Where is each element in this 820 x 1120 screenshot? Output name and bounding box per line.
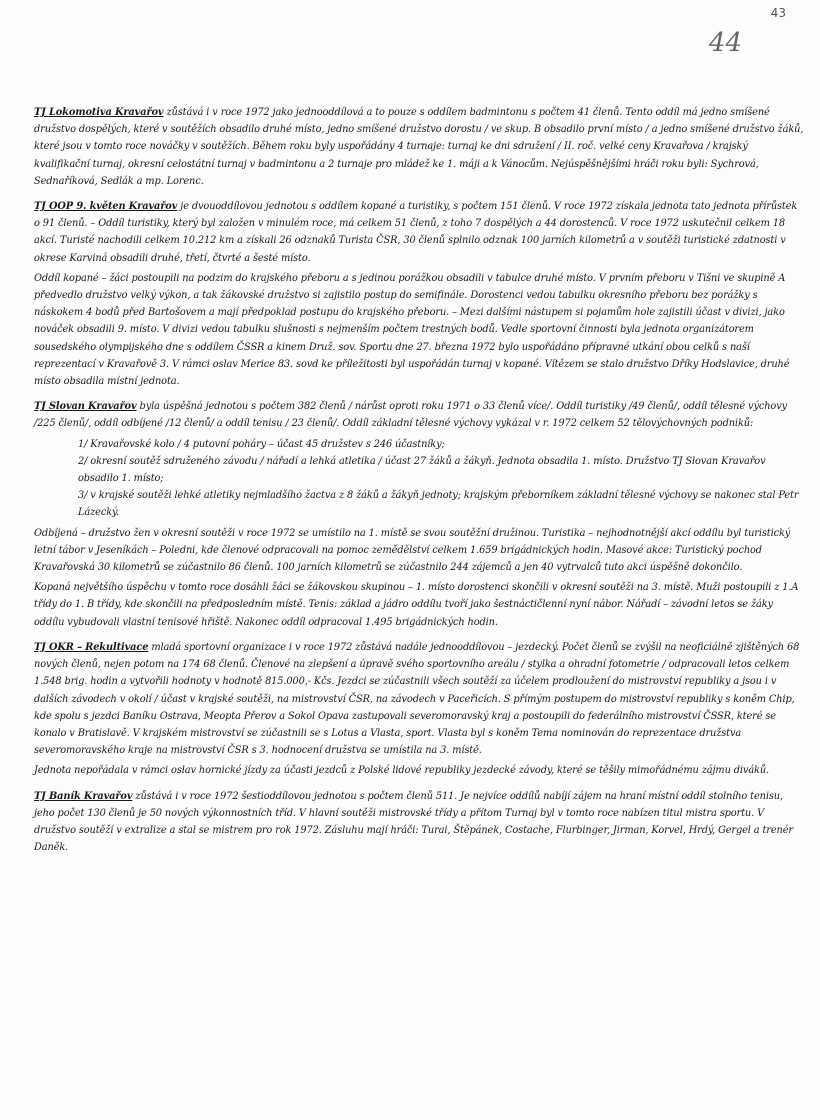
list-item: 1/ Kravařovské kolo / 4 putovní poháry – účast 45 družstev s 246 účastníky; (78, 438, 445, 450)
handwritten-page-mark: 44 (708, 28, 742, 58)
paragraph-odbijena (34, 525, 804, 577)
paragraph-kopana-tenis (34, 579, 804, 631)
section-text: Odbíjená – družstvo žen v okresní soutěži v roce 1972 se umístilo na 1. místě se svou soutěžní družinou. Turistika – nejhodnotnější akcí oddílu byl turistický letní tábor v Jeseníkách – Poledni, kde členové odpracovali na pomoc zemědělství celkem 1.659 brigádnických hodin. Masové akce: Turistický pochod Kravařovská 30 kilometrů se zúčastnilo 86 členů. 100 jarních kilometrů se zúčastnilo 244 zájemců a jen 40 vytrvalců tuto akci úspěšně dokončilo. (34, 527, 791, 574)
section-heading: TJ Lokomotiva Kravařov (34, 107, 164, 118)
section-text: Kopaná největšího úspěchu v tomto roce dosáhli žáci se žákovskou skupinou – 1. místo dorostenci skončili v okresní soutěži na 3. místě. Muži postoupili z 1.A třídy do 1. B třídy, kde skončili na předposledním místě. Tenis: základ a jádro oddílu tvoří jako šestnáctičlenní nyní nábor. Nářadí – závodní letos se žáky oddílu vybudovali vlastní tenisové hřiště. Nakonec oddíl odpracoval 1.495 brigádnických hodin. (34, 582, 799, 628)
page-number: 43 (770, 6, 786, 20)
section-text: zůstává i v roce 1972 jako jednooddílová a to pouze s oddílem badmintonu s počtem 41 členů. Tento oddíl má jedno smíšené družstvo dospělých, které v soutěžích obsadilo druhé místo, jedno smíšené družstvo dorostu / ve skup. B obsadilo první místo / a jedno smíšené družstvo žáků, které jsou v tomto roce nováčky v soutěžích. Během roku byly uspořádány 4 turnaje: turnaj ke dni sdružení / II. roč. velké ceny Kravařova / krajský kvalifikační turnaj, okresní celostátní turnaj v badmintonu a 2 turnaje pro mládež ke 1. máji a k Vánocům. Nejúspěšnějšími hráči roku byli: Sychrová, Sednaříková, Sedlák a mp. Lorenc. (34, 107, 804, 187)
paragraph-okr (34, 639, 804, 759)
document-body (34, 104, 804, 859)
paragraph-slovan (34, 398, 804, 432)
paragraph-lokomotiva (34, 104, 804, 190)
section-text: byla úspěšná jednotou s počtem 382 členů / nárůst oproti roku 1971 o 33 členů více/. Oddíl turistiky /49 členů/, oddíl tělesné výchovy /225 členů/, oddíl odbíjené /12 členů/ a oddíl tenisu / 23 členů/. Oddíl základní tělesné výchovy vykázal v r. 1972 celkem 52 tělovýchovných podniků: (34, 401, 788, 430)
events-list (78, 436, 804, 522)
section-text: mladá sportovní organizace i v roce 1972 zůstává nadále jednooddílovou – jezdecký. Počet členů se zvýšil na neoficiálně zjištěných 68 nových členů, nejen potom na 174 68 členů. Členové na zlepšení a úpravě svého sportovního areálu / stylka a ohradní fotometrie / odpracovali letos celkem 1.548 brig. hodin a vytvořili hodnoty v hodnotě 815.000,- Kčs. Jezdci se zúčastnili všech soutěží za účelem prodloužení do mistrovství republiky a jsou i v dalších závodech v okolí / účast v krajské soutěži, na mistrovství ČSR, na závodech v Paceřicích. S přímým postupem do mistrovství republiky s koněm Chip, kde spolu s jezdci Baníku Ostrava, Meopta Přerov a Sokol Opava zastupovali severomoravský kraj a postoupili do federálního mistrovství ČSSR, které se konalo v Bratislavě. V krajském mistrovství se zúčastnili se s Lotus a Vlasta, sport. Vlasta byl s koněm Tema nominován do reprezentace družstva severomoravského kraje na mistrovství ČSR s 3. hodnocení družstva se umístila na 3. místě. (34, 641, 800, 757)
section-text: zůstává i v roce 1972 šestioddílovou jednotou s počtem členů 511. Je nejvíce oddílů nabíjí zájem na hraní místní oddíl stolního tenisu, jeho počet 130 členů je 50 nových výkonnostních tříd. V hlavní soutěži mistrovské třídy a přítom Turnaj byl v tomto roce nabízen titul mistra sportu. V družstvo soutěží v extralize a stal se mistrem pro rok 1972. Zásluhu mají hráči: Turai, Štěpánek, Costache, Flurbinger, Jirman, Korvel, Hrdý, Gergel a trenér Daněk. (34, 790, 793, 854)
list-item: 3/ v krajské soutěži lehké atletiky nejmladšího žactva z 8 žáků a žákyň jednoty; krajským přeborníkem základní tělesné výchovy se nakonec stal Petr Lázecký. (78, 490, 799, 519)
section-heading: TJ OOP 9. květen Kravařov (34, 201, 178, 213)
paragraph-banik (34, 788, 804, 857)
section-text: je dvouoddílovou jednotou s oddílem kopané a turistiky, s počtem 151 členů. V roce 1972 získala jednota tato jednota přírůstek o 91 členů. – Oddíl turistiky, který byl založen v minulém roce, má celkem 51 členů, z toho 7 dospělých a 44 dorostenců. V roce 1972 uskutečnil celkem 18 akcí. Turisté nachodili celkem 10.212 km a získali 26 odznaků Turista ČSR, 30 členů splnilo odznak 100 jarních kilometrů a v soutěži turistické zdatnosti v okrese Karviná obsadili druhé, třetí, čtvrté a šesté místo. (34, 201, 798, 264)
paragraph-jednota (34, 762, 804, 779)
section-heading: TJ OKR – Rekultivace (34, 641, 149, 653)
section-text: Jednota nepořádala v rámci oslav hornické jízdy za účasti jezdců z Polské lidové republiky jezdecké závody, které se těšily mimořádnému zájmu diváků. (34, 765, 770, 777)
section-text: Oddíl kopané – žáci postoupili na podzim do krajského přeboru a s jedinou porážkou obsadili v tabulce druhé místo. V prvním přeboru v Tišni ve skupině A předvedlo družstvo velký výkon, a tak žákovské družstvo si zajistilo postup do semifinále. Dorostenci vedou tabulku okresního přeboru bez porážky s náskokem 4 bodů před Bartošovem a mají předpoklad postupu do krajského přeboru. – Mezi dalšími nástupem si pojamům hole zajistili účast v divizi, jako nováček obsadili 9. místo. V divizi vedou tabulku slušnosti s nejmenším počtem trestných bodů. Vedle sportovní činnosti byla jednota organizátorem sousedského olympijského dne s oddílem ČSSR a kinem Druž. sov. Sportu dne 27. března 1972 bylo uspořádáno přípravné utkání obou celků s naší reprezentací v Kravařově 3. V rámci oslav Merice 83. sovd ke příležitosti byl uspořádán turnaj v kopané. Vítězem se stalo družstvo Dříky Hodslavice, druhé místo obsadila místní jednota. (34, 272, 790, 388)
section-heading: TJ Baník Kravařov (34, 790, 133, 802)
paragraph-kopana (34, 270, 804, 390)
list-item: 2/ okresní soutěž sdruženého závodu / nářadí a lehká atletika / účast 27 žáků a žákyň. Jednota obsadila 1. místo. Družstvo TJ Slovan Kravařov obsadilo 1. místo; (78, 455, 766, 485)
section-heading: TJ Slovan Kravařov (34, 401, 137, 413)
paragraph-kveten (34, 198, 804, 267)
